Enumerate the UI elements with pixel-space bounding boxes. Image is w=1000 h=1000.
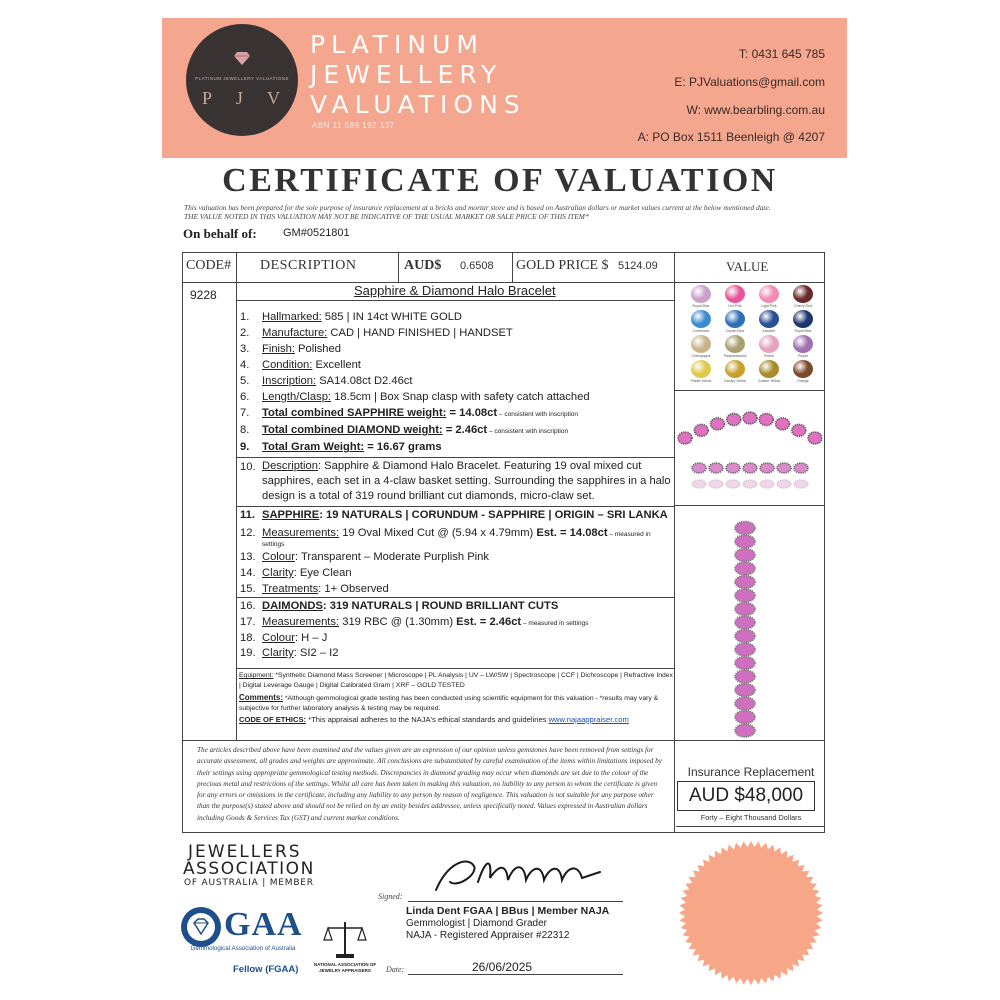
brand-line-3: VALUATIONS (310, 90, 526, 119)
bracelet-link (692, 463, 706, 473)
naja-scales-icon (322, 918, 368, 960)
gem-swatch-label: Cherry Red (794, 304, 812, 308)
sapphire-colour: 13. Colour: Transparent – Moderate Purplish Pink (240, 551, 489, 563)
disclaimer-line-1: This valuation has been prepared for the sole purpose of insurance replacement at a bricks and mortar store and is based on Australian dollars or market values current at the below mentioned date. (184, 203, 771, 212)
diamond-colour: 18. Colour: H – J (240, 632, 328, 644)
item-2: 2. Manufacture: CAD | HAND FINISHED | HANDSET (240, 327, 513, 339)
contact-address: A: PO Box 1511 Beenleigh @ 4207 (637, 130, 825, 144)
bracelet-link (692, 480, 706, 488)
item-9: 9. Total Gram Weight: = 16.67 grams (240, 441, 442, 453)
ethics-notes: CODE OF ETHICS: *This appraisal adheres to the NAJA's ethical standards and guidelines www.najaappraiser.com (239, 715, 629, 724)
item9-line (236, 457, 674, 458)
bracelet-link (794, 480, 808, 488)
gem-swatch-label: Ceylon Blue (725, 329, 745, 333)
brand-line-1: PLATINUM (310, 30, 484, 59)
gem-swatch (691, 310, 711, 328)
gem-swatch (725, 360, 745, 378)
naja-name: NATIONAL ASSOCIATION OF JEWELRY APPRAISERS (313, 962, 377, 973)
title-row-line (236, 300, 674, 301)
bracelet-link (743, 480, 757, 488)
table-border-right (824, 252, 825, 833)
gem-swatch-label: Hot Pink (728, 304, 742, 308)
table-border-left (182, 252, 183, 833)
bracelet-link (735, 603, 755, 616)
bracelet-link (777, 463, 791, 473)
bracelet-link (735, 684, 755, 697)
gem-swatch (725, 335, 745, 353)
item-10-number: 10. (240, 461, 256, 473)
gaa-emblem-icon (180, 906, 222, 948)
signed-label: Signed: (378, 892, 403, 901)
bracelet-link (735, 576, 755, 589)
gem-swatch-label: Pastel Yellow (690, 379, 712, 383)
bracelet-link (726, 463, 740, 473)
header-code: CODE# (186, 258, 232, 273)
gem-swatch-label: Kashmir (762, 329, 776, 333)
header-aud-label: AUD$ (404, 258, 442, 273)
item-7: 7. Total combined SAPPHIRE weight: = 14.08ct – consistent with inscription (240, 407, 579, 419)
bracelet-link (694, 424, 708, 436)
sapphire-treatments: 15. Treatments: 1+ Observed (240, 583, 389, 595)
gem-swatch (691, 285, 711, 303)
header-aud-value: 0.6508 (460, 260, 494, 272)
date-line (408, 974, 623, 975)
diamond-measurements: 17. Measurements: 319 RBC @ (1.30mm) Est. = 2.46ct – measured in settings (240, 616, 589, 628)
gem-swatch-label: Padparadscha (723, 354, 747, 358)
bracelet-link (735, 535, 755, 548)
insurance-title: Insurance Replacement (687, 765, 815, 779)
bracelet-photo-straight (720, 520, 770, 740)
item-8: 8. Total combined DIAMOND weight: = 2.46ct – consistent with inscription (240, 424, 569, 436)
item-6: 6. Length/Clasp: 18.5cm | Box Snap clasp with safety catch attached (240, 391, 590, 403)
pjv-logo (186, 24, 298, 136)
bracelet-link (735, 643, 755, 656)
logo-small-text: PLATINUM JEWELLERY VALUATIONS (195, 76, 289, 81)
diamond-icon (234, 52, 250, 65)
bracelet-link (735, 562, 755, 575)
gem-swatch (759, 310, 779, 328)
contact-phone: T: 0431 645 785 (738, 47, 825, 61)
sapphire-clarity: 14. Clarity: Eye Clean (240, 567, 352, 579)
signatory-registration: NAJA - Registered Appraiser #22312 (406, 930, 570, 941)
bracelet-link (759, 414, 773, 426)
bracelet-link (760, 463, 774, 473)
terms-conditions: The articles described above have been examined and the values given are an expression of our opinion unless gemstones have been removed from settings for accurate assessment, all grades and weights are approximate. All conclusions are substantiated by careful examination of the items within limitations imposed by their settings using appropriate gemmological testing methods. Discrepancies in diamond grading may occur when diamonds are set due to the colour of the precious metal and restrictions of the settings. Whilst all care has been taken in making this valuation, no liability to any person to whom the certificate is given for any errors or omissions in the certificate, including any liability to any person by reason of negligence. This valuation is not suitable for any purpose other than the purpose(s) stated above and should not be relied on by an entity besides addressee, unless specifically noted. Values expressed in Australian dollars including Goods & Services Tax (GST) and current market conditions. (197, 746, 662, 822)
valuation-disclaimer (184, 203, 834, 221)
diamond-section-line (236, 668, 674, 669)
bracelet-link (743, 463, 757, 473)
gem-swatch (793, 285, 813, 303)
bracelet-link (735, 670, 755, 683)
sapphire-measurements: 12. Measurements: 19 Oval Mixed Cut @ (5.94 x 4.79mm) Est. = 14.08ct – measured in (240, 527, 651, 539)
bracelet-link (678, 432, 692, 444)
bracelet-link (792, 424, 806, 436)
gold-divider (512, 252, 513, 282)
value-gems-line (675, 390, 824, 391)
contact-web: W: www.bearbling.com.au (686, 103, 825, 117)
gem-swatch (725, 285, 745, 303)
bracelet-link (711, 418, 725, 430)
item-title: Sapphire & Diamond Halo Bracelet (354, 283, 556, 298)
behalf-value: GM#0521801 (283, 227, 350, 239)
aud-divider (398, 252, 399, 282)
value-photo-line (675, 505, 824, 506)
abn-number: ABN 11 588 192 137 (312, 121, 395, 130)
gem-swatch-label: Royal Blue (794, 329, 812, 333)
valuation-date: 26/06/2025 (472, 960, 533, 974)
gem-swatch (725, 310, 745, 328)
table-border-top (182, 252, 825, 253)
signature-image (428, 852, 608, 898)
logo-initials: P J V (201, 88, 291, 108)
item-5: 5. Inscription: SA14.08ct D2.46ct (240, 375, 413, 387)
value-column-divider (674, 252, 675, 833)
sapphire-heading: 11. SAPPHIRE: 19 NATURALS | CORUNDUM - SAPPHIRE | ORIGIN – SRI LANKA (240, 509, 668, 521)
item-code: 9228 (190, 288, 217, 302)
gem-swatch-label: Light Pink (761, 304, 777, 308)
insurance-words-underline (676, 826, 824, 827)
bracelet-link (735, 711, 755, 724)
bracelet-link (735, 724, 755, 737)
bracelet-link (735, 616, 755, 629)
naja-link[interactable]: www.najaappraiser.com (548, 715, 629, 724)
bracelet-link (735, 657, 755, 670)
table-body-bottom (182, 740, 825, 741)
gem-swatch (691, 360, 711, 378)
ja-line-2: ASSOCIATION (183, 859, 315, 879)
header-value: VALUE (726, 259, 769, 274)
seal-stamp (676, 838, 826, 988)
bracelet-photo-top (677, 408, 822, 493)
gaa-abbreviation: GAA (224, 906, 303, 943)
gem-swatch-label: Champagne (691, 354, 711, 358)
brand-line-2: JEWELLERY (310, 60, 503, 89)
bracelet-link (735, 630, 755, 643)
table-border-bottom (182, 832, 825, 833)
sapphire-section-line (236, 597, 674, 598)
certificate-title: CERTIFICATE OF VALUATION (222, 162, 778, 199)
bracelet-link (735, 589, 755, 602)
insurance-amount: AUD $48,000 (677, 781, 815, 811)
ja-line-3: OF AUSTRALIA | MEMBER (184, 878, 314, 888)
bracelet-link (808, 432, 822, 444)
gem-swatch (759, 335, 779, 353)
bracelet-link (709, 480, 723, 488)
bracelet-link (776, 418, 790, 430)
gem-swatch (793, 360, 813, 378)
header-description: DESCRIPTION (260, 258, 357, 273)
bracelet-link (743, 412, 757, 424)
header-gold-label: GOLD PRICE $ (516, 258, 609, 273)
gem-swatch (691, 335, 711, 353)
disclaimer-line-2: THE VALUE NOTED IN THIS VALUATION MAY NOT BE INDICATIVE OF THE USUAL MARKET OR SALE PRICE OF THIS ITEM* (184, 212, 589, 221)
comments-notes: Comments: *Although gemmological grade testing has been conducted using scientific equipment for this valuation - *results may vary & subjective for further laboratory analysis & testing may be required. (239, 693, 659, 712)
code-column-divider (236, 252, 237, 740)
gem-swatch-label: Peach (764, 354, 774, 358)
equipment-notes: Equipment: *Synthetic Diamond Mass Screener | Microscope | PL Analysis | UV – LW/SW | Spectroscope | CCF | Dichroscope | Refractive Index | Digital Leverage Gauge | Digital Calibrated Gram | XRF – GOLD TESTED (239, 672, 673, 689)
bracelet-link (726, 480, 740, 488)
bracelet-link (794, 463, 808, 473)
date-label: Date: (386, 965, 405, 974)
item-1: 1. Hallmarked: 585 | IN 14ct WHITE GOLD (240, 311, 462, 323)
ja-line-1: JEWELLERS (188, 842, 302, 862)
gem-swatch (793, 335, 813, 353)
item-4: 4. Condition: Excellent (240, 359, 361, 371)
gaa-fellow: Fellow (FGAA) (233, 964, 299, 975)
gem-swatch-label: Orange (797, 379, 809, 383)
sapphire-est-note-cont: settings (262, 541, 285, 548)
gem-swatch-label: Royal Blue (692, 304, 710, 308)
item10-line (236, 506, 674, 507)
diamond-heading: 16. DAIMONDS: 319 NATURALS | ROUND BRILLIANT CUTS (240, 600, 559, 612)
gem-swatch (759, 285, 779, 303)
bracelet-link (735, 549, 755, 562)
bracelet-link (760, 480, 774, 488)
bracelet-link (727, 414, 741, 426)
gem-swatch (759, 360, 779, 378)
gem-swatch-label: Cornflower (692, 329, 710, 333)
bracelet-link (735, 697, 755, 710)
gem-swatch-label: Purple (797, 354, 809, 358)
bracelet-link (777, 480, 791, 488)
gem-swatch-label: Golden Yellow (757, 379, 781, 383)
gem-swatch (793, 310, 813, 328)
behalf-label: On behalf of: (183, 226, 257, 241)
diamond-clarity: 19. Clarity: SI2 – I2 (240, 647, 339, 659)
gaa-full-name: Gemmological Association of Australia (190, 945, 296, 952)
header-gold-value: 5124.09 (618, 260, 658, 272)
item-3: 3. Finish: Polished (240, 343, 341, 355)
signatory-title: Gemmologist | Diamond Grader (406, 918, 547, 929)
contact-email: E: PJValuations@gmail.com (674, 75, 825, 89)
gem-swatch-label: Canary Yellow (723, 379, 747, 383)
bracelet-link (709, 463, 723, 473)
signature-line (408, 901, 623, 902)
item-10-description: Description: Sapphire & Diamond Halo Bracelet. Featuring 19 oval mixed cut sapphires, each set in a 4-claw basket setting. Surrounding the sapphires in a halo design is a total of 319 round brilliant cut diamonds, micro-claw set. (262, 460, 671, 502)
signatory-name: Linda Dent FGAA | BBus | Member NAJA (406, 905, 610, 917)
insurance-amount-words: Forty – Eight Thousand Dollars (700, 813, 802, 822)
bracelet-link (735, 522, 755, 535)
